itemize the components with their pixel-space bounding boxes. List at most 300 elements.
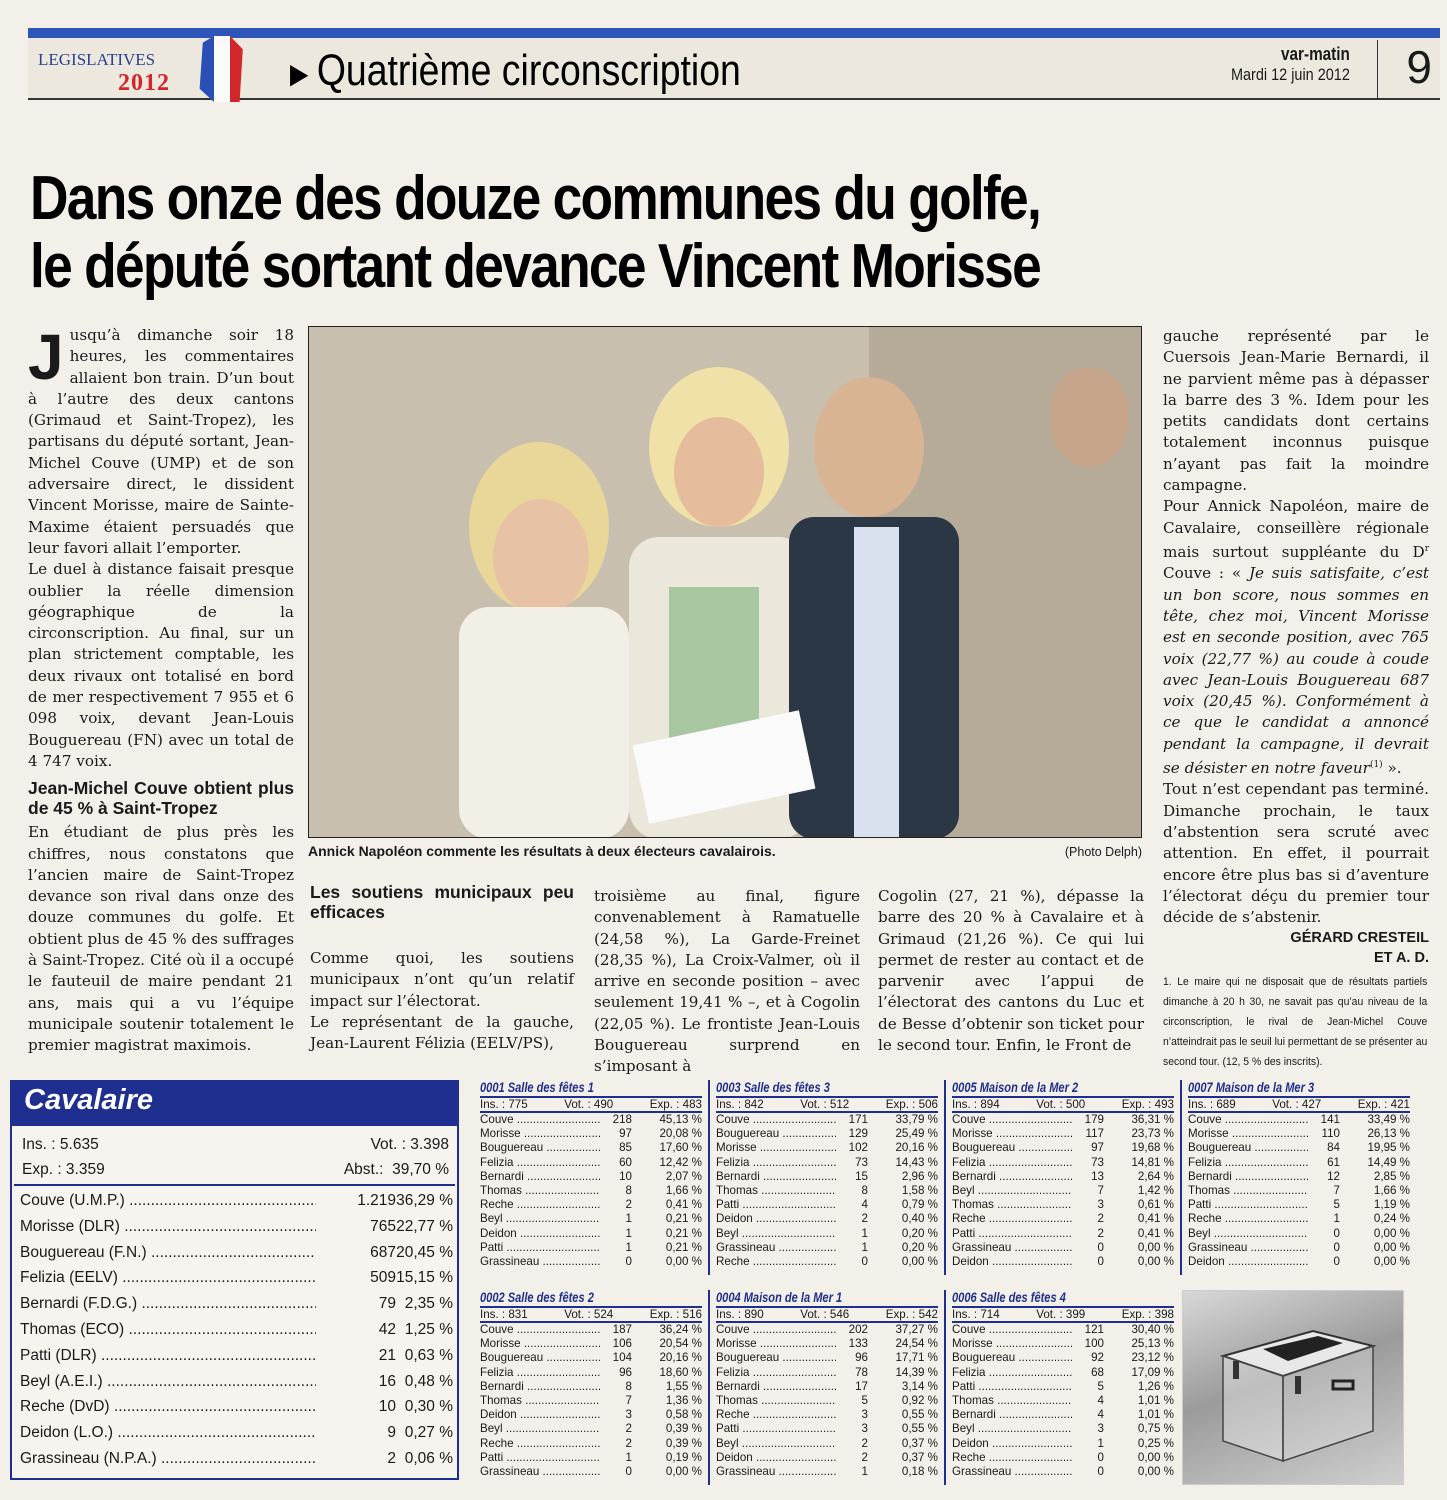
table-title: Cavalaire <box>12 1082 457 1126</box>
candidate-name: Reche ..... <box>716 1408 836 1422</box>
candidate-percent: 1,01 % <box>1137 1394 1174 1408</box>
candidate-votes: 0 <box>1097 1240 1104 1254</box>
candidate-row <box>1188 1198 1410 1212</box>
candidate-votes: 73 <box>855 1155 868 1169</box>
station-turnout <box>1188 1096 1410 1113</box>
candidate-name: Patti ..... <box>716 1198 836 1212</box>
candidate-votes: 106 <box>612 1337 632 1351</box>
candidate-row <box>952 1408 1174 1422</box>
candidate-name: Thomas ..... <box>952 1198 1072 1212</box>
voters: Vot. : 427 <box>1272 1098 1322 1111</box>
candidate-row <box>952 1141 1174 1155</box>
candidate-votes: 13 <box>1091 1169 1104 1183</box>
ballot-box-photo <box>1182 1290 1404 1485</box>
candidate-row <box>480 1422 702 1436</box>
candidate-name: Patti ..... <box>480 1241 600 1255</box>
candidate-votes: 78 <box>855 1365 868 1379</box>
candidate-row <box>716 1241 938 1255</box>
voters: Vot. : 546 <box>800 1308 850 1321</box>
candidate-name: Couve (U.M.P.) ..... <box>20 1188 316 1214</box>
photo-people-illustration <box>309 327 1142 838</box>
voters: Vot. : 512 <box>800 1098 850 1111</box>
candidate-row <box>716 1227 938 1241</box>
candidate-percent: 33,49 % <box>1367 1113 1410 1126</box>
candidate-name: Morisse ..... <box>952 1337 1072 1351</box>
drop-cap: J <box>28 321 64 393</box>
candidate-name: Morisse (DLR) ..... <box>20 1214 316 1240</box>
candidate-votes: 509 <box>370 1269 396 1287</box>
candidate-percent: 0,41 % <box>1137 1212 1174 1226</box>
candidate-votes: 2 <box>861 1450 868 1464</box>
candidate-percent: 0,41 % <box>1137 1226 1174 1240</box>
candidate-percent: 30,40 % <box>1131 1323 1174 1336</box>
expressed: Exp. : 516 <box>649 1308 702 1321</box>
station-turnout <box>952 1096 1174 1113</box>
candidate-row <box>716 1141 938 1155</box>
candidate-row <box>952 1241 1174 1255</box>
candidate-votes: 121 <box>1084 1323 1104 1336</box>
candidate-votes: 3 <box>1097 1198 1104 1212</box>
station-turnout <box>480 1306 702 1323</box>
candidate-percent: 22,77 % <box>396 1217 453 1235</box>
candidate-row <box>480 1227 702 1241</box>
candidate-votes: 92 <box>1091 1351 1104 1365</box>
candidate-row <box>20 1240 455 1266</box>
candidate-row <box>480 1337 702 1351</box>
candidate-name: Beyl ..... <box>952 1184 1072 1198</box>
candidate-row <box>952 1255 1174 1269</box>
candidate-row <box>480 1141 702 1155</box>
candidate-votes: 133 <box>848 1337 868 1351</box>
candidate-percent: 0,48 % <box>404 1372 453 1390</box>
subheading: Les soutiens municipaux peu efficaces <box>310 882 574 922</box>
candidate-percent: 36,31 % <box>1131 1113 1174 1126</box>
candidate-votes: 97 <box>1091 1141 1104 1155</box>
candidate-row <box>952 1127 1174 1141</box>
candidate-row <box>20 1343 455 1369</box>
candidate-row <box>952 1394 1174 1408</box>
candidate-votes: 73 <box>1091 1155 1104 1169</box>
candidate-percent: 23,12 % <box>1131 1351 1174 1365</box>
candidate-percent: 0,27 % <box>404 1424 453 1442</box>
candidate-row <box>716 1394 938 1408</box>
candidate-votes: 179 <box>1084 1113 1104 1126</box>
subheading: Jean-Michel Couve obtient plus de 45 % à Saint-Tropez <box>28 778 294 819</box>
candidate-name: Morisse ..... <box>480 1337 600 1351</box>
candidate-name: Felizia ..... <box>480 1156 600 1170</box>
candidate-percent: 14,81 % <box>1131 1155 1174 1169</box>
candidate-name: Morisse ..... <box>1188 1127 1308 1141</box>
candidate-row <box>716 1380 938 1394</box>
candidate-votes: 2 <box>1097 1226 1104 1240</box>
column-divider <box>944 1080 946 1275</box>
candidate-votes: 110 <box>1321 1127 1340 1141</box>
candidate-name: Deidon ..... <box>716 1212 836 1226</box>
photo-caption <box>308 843 1142 859</box>
candidate-name: Beyl ..... <box>716 1437 836 1451</box>
headline-line-2: le député sortant devance Vincent Morisse <box>30 232 1041 301</box>
candidate-name: Couve ..... <box>952 1323 1072 1337</box>
candidate-percent: 0,30 % <box>404 1398 453 1416</box>
candidate-percent: 14,39 % <box>895 1365 938 1379</box>
candidate-votes: 12 <box>1327 1169 1340 1183</box>
candidate-percent: 20,54 % <box>659 1337 702 1351</box>
candidate-row <box>20 1394 455 1420</box>
candidate-name: Couve ..... <box>480 1113 600 1127</box>
abstention-label: Abst.: <box>343 1161 384 1178</box>
candidate-votes: 218 <box>612 1113 632 1126</box>
candidate-name: Felizia (EELV) ..... <box>20 1265 316 1291</box>
headline-line-1: Dans onze des douze communes du golfe, <box>30 164 1041 233</box>
candidate-name: Reche ..... <box>952 1451 1072 1465</box>
candidate-name: Couve ..... <box>1188 1113 1308 1127</box>
candidate-percent: 2,07 % <box>665 1169 702 1183</box>
candidate-name: Grassineau ..... <box>716 1465 836 1479</box>
candidate-percent: 36,29 % <box>396 1192 453 1209</box>
paragraph: Comme quoi, les soutiens municipaux n’ont qu’un relatif impact sur l’électorat. <box>310 949 574 1010</box>
candidate-name: Bernardi ..... <box>480 1170 600 1184</box>
article-column-1 <box>28 321 294 1057</box>
candidate-name: Deidon ..... <box>1188 1255 1308 1269</box>
candidate-votes: 100 <box>1084 1337 1104 1351</box>
candidate-percent: 0,00 % <box>1137 1255 1174 1269</box>
candidate-name: Bouguereau ..... <box>480 1351 600 1365</box>
candidate-name: Thomas ..... <box>480 1394 600 1408</box>
candidate-votes: 17 <box>855 1379 868 1393</box>
candidate-name: Deidon ..... <box>480 1408 600 1422</box>
candidate-row <box>716 1337 938 1351</box>
candidate-percent: 1,58 % <box>901 1184 938 1198</box>
candidate-votes: 61 <box>1327 1155 1340 1169</box>
candidate-votes: 85 <box>619 1141 632 1155</box>
candidate-name: Bernardi ..... <box>952 1408 1072 1422</box>
station-title: 0006 Salle des fêtes 4 <box>952 1290 1066 1305</box>
candidate-row <box>716 1255 938 1269</box>
paragraph: gauche représenté par le Cuersois Jean-Marie Bernardi, il ne parvient même pas à dépasser la barre des 3 %. Idem pour les petits candidats dont certains totalement inconnus puisque n’ayant pas fait la moindre campagne. <box>1163 327 1429 495</box>
candidate-name: Grassineau ..... <box>952 1465 1072 1479</box>
candidate-row <box>716 1422 938 1436</box>
candidate-percent: 0,00 % <box>665 1465 702 1479</box>
candidate-percent: 19,68 % <box>1131 1141 1174 1155</box>
candidate-percent: 2,64 % <box>1137 1169 1174 1183</box>
candidate-votes: 21 <box>378 1346 396 1364</box>
candidate-percent: 17,71 % <box>895 1351 938 1365</box>
candidate-row <box>952 1170 1174 1184</box>
candidate-name: Deidon ..... <box>716 1451 836 1465</box>
candidate-percent: 0,92 % <box>901 1394 938 1408</box>
candidate-percent: 1,36 % <box>665 1394 702 1408</box>
candidate-votes: 1 <box>625 1240 632 1254</box>
article-photo <box>308 326 1142 838</box>
voters: Vot. : 500 <box>1036 1098 1086 1111</box>
candidate-row <box>952 1366 1174 1380</box>
footnote-ref: (1) <box>1369 760 1383 770</box>
column-divider <box>708 1290 710 1485</box>
candidate-percent: 0,55 % <box>901 1422 938 1436</box>
candidate-row <box>716 1465 938 1479</box>
candidate-votes: 102 <box>848 1141 868 1155</box>
registered: Ins. : 714 <box>952 1308 1000 1321</box>
registered: Ins. : 775 <box>480 1098 528 1111</box>
candidate-row <box>20 1369 455 1395</box>
registered: Ins. : 894 <box>952 1098 1000 1111</box>
candidate-row <box>952 1422 1174 1436</box>
candidate-name: Thomas ..... <box>1188 1184 1308 1198</box>
candidate-votes: 2 <box>625 1436 632 1450</box>
expressed: Exp. : 483 <box>649 1098 702 1111</box>
candidate-percent: 0,79 % <box>901 1198 938 1212</box>
candidate-percent: 1,01 % <box>1137 1408 1174 1422</box>
candidate-row <box>20 1317 455 1343</box>
candidate-votes: 8 <box>625 1184 632 1198</box>
candidate-name: Thomas (ECO) ..... <box>20 1317 316 1343</box>
candidate-votes: 1 <box>861 1240 868 1254</box>
station-title: 0004 Maison de la Mer 1 <box>716 1290 843 1305</box>
abstention <box>344 1157 449 1182</box>
expressed: Exp. : 493 <box>1121 1098 1174 1111</box>
candidate-percent: 2,35 % <box>404 1295 453 1313</box>
candidate-percent: 2,85 % <box>1373 1169 1410 1183</box>
station-turnout <box>716 1096 938 1113</box>
candidate-name: Bouguereau ..... <box>1188 1141 1308 1155</box>
voters: Vot. : 524 <box>564 1308 614 1321</box>
candidate-percent: 17,60 % <box>659 1141 702 1155</box>
section-title-text: Quatrième circonscription <box>316 46 741 95</box>
polling-station-table <box>952 1080 1174 1269</box>
candidate-name: Patti ..... <box>952 1227 1072 1241</box>
quote-paragraph <box>1163 496 1429 779</box>
candidate-votes: 129 <box>848 1127 868 1141</box>
candidate-name: Felizia ..... <box>1188 1156 1308 1170</box>
candidate-percent: 0,19 % <box>665 1450 702 1464</box>
candidate-row <box>480 1127 702 1141</box>
candidate-percent: 0,00 % <box>1373 1226 1410 1240</box>
article-column-2 <box>310 882 574 1054</box>
candidate-row <box>952 1323 1174 1337</box>
candidate-votes: 0 <box>1333 1240 1340 1254</box>
candidate-votes: 0 <box>1333 1226 1340 1240</box>
candidate-name: Felizia ..... <box>952 1156 1072 1170</box>
candidate-name: Bouguereau ..... <box>952 1141 1072 1155</box>
candidate-percent: 1,66 % <box>665 1184 702 1198</box>
paragraph-text: usqu’à dimanche soir 18 heures, les commentaires allaient bon train. D’un bout à l’autre des deux cantons (Grimaud et Saint-Tropez), les partisans du député sortant, Jean-Michel Couve (UMP) et de son adversaire direct, le dissident Vincent Morisse, maire de Sainte-Maxime étaient persuadés que leur favori allait l’emporter. <box>28 326 294 557</box>
candidate-percent: 0,21 % <box>665 1212 702 1226</box>
candidate-row <box>716 1113 938 1127</box>
candidate-percent: 0,63 % <box>404 1346 453 1364</box>
candidate-name: Bernardi ..... <box>716 1380 836 1394</box>
candidate-row <box>952 1437 1174 1451</box>
candidate-percent: 0,75 % <box>1137 1422 1174 1436</box>
candidate-name: Beyl ..... <box>480 1212 600 1226</box>
station-turnout <box>716 1306 938 1323</box>
byline-coauthor: ET A. D. <box>1373 950 1429 967</box>
column-divider <box>1180 1080 1182 1275</box>
candidate-row <box>952 1351 1174 1365</box>
candidate-votes: 1 <box>625 1226 632 1240</box>
candidate-name: Deidon ..... <box>480 1227 600 1241</box>
candidate-percent: 1,25 % <box>404 1320 453 1338</box>
candidate-name: Bernardi ..... <box>480 1380 600 1394</box>
candidate-name: Couve ..... <box>480 1323 600 1337</box>
candidate-name: Patti ..... <box>716 1422 836 1436</box>
candidate-percent: 20,16 % <box>659 1351 702 1365</box>
candidate-votes: 3 <box>1097 1422 1104 1436</box>
logo-word: LEGISLATIVES <box>38 50 156 69</box>
polling-station-table <box>480 1290 702 1479</box>
masthead <box>1210 44 1350 85</box>
station-title: 0003 Salle des fêtes 3 <box>716 1080 830 1095</box>
candidate-percent: 0,37 % <box>901 1450 938 1464</box>
candidate-votes: 4 <box>1097 1408 1104 1422</box>
candidate-row <box>1188 1255 1410 1269</box>
candidate-votes: 7 <box>625 1394 632 1408</box>
candidate-row <box>480 1156 702 1170</box>
candidate-name: Reche ..... <box>1188 1212 1308 1226</box>
registered: Ins. : 890 <box>716 1308 764 1321</box>
candidate-row <box>1188 1212 1410 1226</box>
candidate-row <box>952 1380 1174 1394</box>
candidate-votes: 2 <box>1097 1212 1104 1226</box>
logo-year: 2012 <box>118 70 170 96</box>
candidate-votes: 171 <box>848 1113 868 1126</box>
candidate-percent: 0,24 % <box>1373 1212 1410 1226</box>
candidate-row <box>952 1198 1174 1212</box>
candidate-row <box>716 1323 938 1337</box>
candidate-percent: 18,60 % <box>659 1365 702 1379</box>
candidate-name: Beyl ..... <box>716 1227 836 1241</box>
station-title: 0001 Salle des fêtes 1 <box>480 1080 594 1095</box>
expressed: Exp. : 421 <box>1357 1098 1410 1111</box>
byline-author: GÉRARD CRESTEIL <box>1290 930 1429 947</box>
candidate-percent: 23,73 % <box>1131 1127 1174 1141</box>
polling-station-table <box>716 1290 938 1479</box>
candidate-name: Felizia ..... <box>716 1366 836 1380</box>
candidate-row <box>480 1380 702 1394</box>
candidate-percent: 1,55 % <box>665 1379 702 1393</box>
candidate-votes: 5 <box>1097 1379 1104 1393</box>
candidate-percent: 2,96 % <box>901 1169 938 1183</box>
candidate-votes: 4 <box>861 1198 868 1212</box>
candidate-votes: 42 <box>378 1320 396 1338</box>
candidate-percent: 0,00 % <box>1137 1465 1174 1479</box>
candidate-percent: 0,39 % <box>665 1436 702 1450</box>
candidate-row <box>20 1420 455 1446</box>
candidate-name: Bernardi ..... <box>716 1170 836 1184</box>
candidate-name: Morisse ..... <box>716 1337 836 1351</box>
candidate-row <box>20 1291 455 1317</box>
candidate-votes: 15 <box>855 1169 868 1183</box>
candidate-percent: 15,15 % <box>396 1269 453 1287</box>
expressed: Exp. : 3.359 <box>22 1161 105 1178</box>
polling-station-table <box>716 1080 938 1269</box>
candidate-row <box>716 1408 938 1422</box>
candidate-row <box>716 1127 938 1141</box>
candidate-row <box>20 1446 455 1472</box>
candidate-name: Thomas ..... <box>716 1394 836 1408</box>
candidate-row <box>952 1465 1174 1479</box>
candidate-votes: 68 <box>1091 1365 1104 1379</box>
candidate-name: Felizia ..... <box>480 1366 600 1380</box>
candidate-row <box>480 1255 702 1269</box>
candidate-votes: 2 <box>625 1198 632 1212</box>
candidate-votes: 10 <box>619 1169 632 1183</box>
candidate-votes: 84 <box>1327 1141 1340 1155</box>
candidate-percent: 25,13 % <box>1131 1337 1174 1351</box>
candidate-row <box>716 1156 938 1170</box>
candidate-percent: 0,40 % <box>901 1212 938 1226</box>
voters: Vot. : 399 <box>1036 1308 1086 1321</box>
candidate-row <box>716 1198 938 1212</box>
candidate-percent: 0,58 % <box>665 1408 702 1422</box>
candidate-votes: 1 <box>625 1212 632 1226</box>
candidate-row <box>480 1184 702 1198</box>
candidate-percent: 20,16 % <box>895 1141 938 1155</box>
candidate-row <box>1188 1141 1410 1155</box>
candidate-name: Morisse ..... <box>480 1127 600 1141</box>
candidate-percent: 19,95 % <box>1367 1141 1410 1155</box>
polling-station-table <box>1188 1080 1410 1269</box>
candidate-rows <box>12 1186 457 1472</box>
candidate-votes: 97 <box>619 1127 632 1141</box>
candidate-row <box>480 1198 702 1212</box>
candidate-name: Reche (DvD) ..... <box>20 1394 316 1420</box>
candidate-row <box>716 1366 938 1380</box>
candidate-percent: 45,13 % <box>659 1113 702 1126</box>
ballot-box-icon <box>1183 1291 1405 1486</box>
candidate-votes: 1 <box>1097 1436 1104 1450</box>
turnout-summary <box>14 1126 455 1186</box>
candidate-row <box>716 1184 938 1198</box>
candidate-row <box>1188 1170 1410 1184</box>
candidate-row <box>480 1451 702 1465</box>
candidate-percent: 14,43 % <box>895 1155 938 1169</box>
photo-credit: (Photo Delph) <box>1064 845 1142 859</box>
candidate-votes: 104 <box>612 1351 632 1365</box>
candidate-percent: 24,54 % <box>895 1337 938 1351</box>
candidate-name: Grassineau ..... <box>480 1465 600 1479</box>
issue-date: Mardi 12 juin 2012 <box>1231 65 1350 84</box>
candidate-name: Reche ..... <box>480 1198 600 1212</box>
voters: Vot. : 3.398 <box>370 1136 449 1153</box>
paragraph: troisième au final, figure convenablement à Ramatuelle (24,58 %), La Garde-Freinet (28,35 %), La Croix-Valmer, où il arrive en seconde position – avec seulement 19,41 % –, et à Cogolin (22,05 %). Le frontiste Jean-Louis Bouguereau surprend en s’imposant à <box>594 887 860 1076</box>
candidate-name: Grassineau ..... <box>480 1255 600 1269</box>
candidate-votes: 3 <box>861 1422 868 1436</box>
candidate-row <box>716 1437 938 1451</box>
candidate-name: Reche ..... <box>716 1255 836 1269</box>
cavalaire-results-table <box>10 1080 459 1480</box>
triangle-right-icon: ▶ <box>290 57 309 89</box>
candidate-votes: 79 <box>378 1295 396 1313</box>
candidate-row <box>952 1212 1174 1226</box>
candidate-row <box>480 1394 702 1408</box>
paragraph: Cogolin (27, 21 %), dépasse la barre des 20 % à Cavalaire et à Grimaud (21,26 %). Ce qui lui permet de rester au contact et de parvenir avec l’appui de l’électorat des cantons du Luc et de Besse d’obtenir son ticket pour le second tour. Enfin, le Front de <box>878 887 1144 1055</box>
candidate-percent: 0,55 % <box>901 1408 938 1422</box>
candidate-votes: 2 <box>861 1436 868 1450</box>
section-title <box>290 46 741 96</box>
candidate-row <box>480 1241 702 1255</box>
candidate-votes: 687 <box>370 1243 396 1261</box>
article-column-5 <box>1163 326 1429 1072</box>
candidate-votes: 1 <box>1333 1212 1340 1226</box>
candidate-name: Bouguereau ..... <box>716 1127 836 1141</box>
candidate-name: Bouguereau ..... <box>716 1351 836 1365</box>
candidate-percent: 0,00 % <box>1137 1240 1174 1254</box>
candidate-name: Thomas ..... <box>716 1184 836 1198</box>
footnote: 1. Le maire qui ne disposait que de résultats partiels dimanche à 20 h 30, ne savait pas qu’au niveau de la circonscription, le rival de Jean-Michel Couve n’atteindrait pas le seuil lui permettant de se présenter au second tour. (12, 5 % des inscrits). <box>1163 976 1428 1069</box>
candidate-name: Beyl ..... <box>480 1422 600 1436</box>
candidate-row <box>480 1366 702 1380</box>
candidate-votes: 2 <box>861 1212 868 1226</box>
